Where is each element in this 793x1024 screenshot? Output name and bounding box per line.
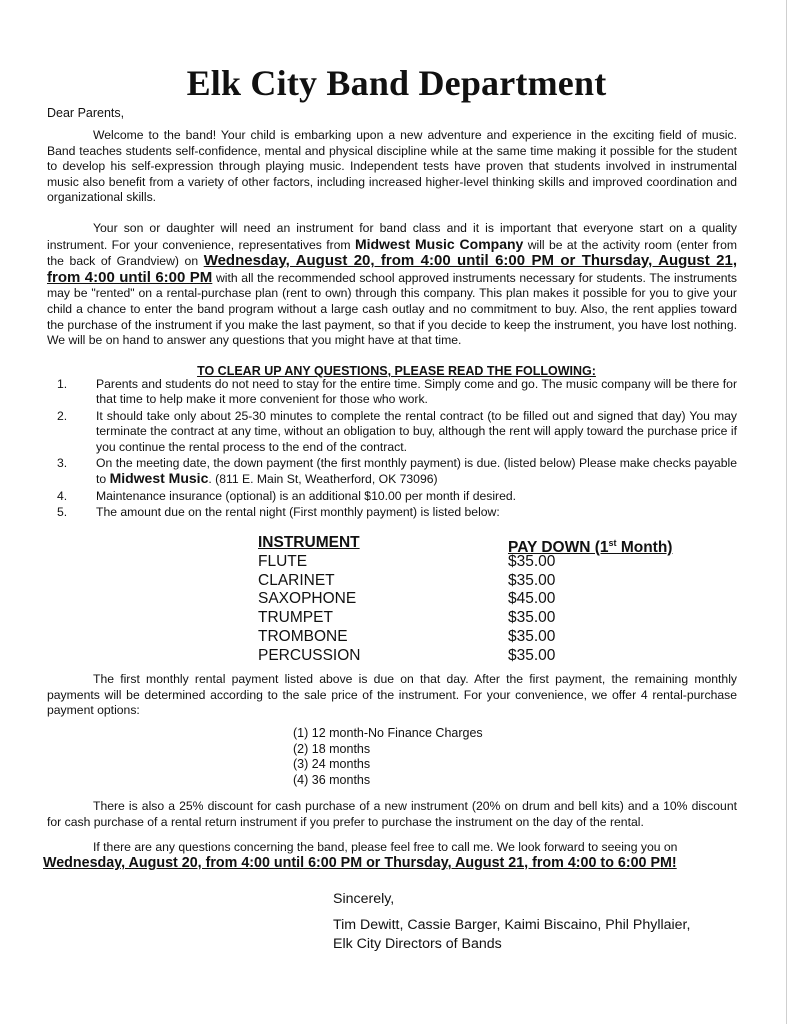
welcome-text: Welcome to the band! Your child is embarking upon a new adventure and experience in the exciting field of music. Band teaches students self-confidence, mental and physical discipline while at the same time making it possible for the student to develop his self-expression through playing music. Independent tests have proven that students involved in instrumental music also benefit from a variety of other factors, including increased higher-level thinking skills and improved coordination and organizational skills. (47, 128, 737, 205)
signature-block (333, 890, 690, 954)
pricing-table (258, 534, 688, 666)
list-item: 2. It should take only about 25-30 minutes to complete the rental contract (to be filled out and signed that day) You may terminate the contract at any time, without an obligation to buy, although the rent will apply toward the purchase price if you continue the rental process to the end of the contract. (57, 408, 737, 454)
table-row: TRUMPET $35.00 (258, 609, 556, 627)
list-item: (4) 36 months (293, 772, 371, 787)
list-item: 1. Parents and students do not need to stay for the entire time. Simply come and go. The music company will be there for that time to help make it more convenient for those who work. (57, 377, 737, 407)
contact-paragraph: If there are any questions concerning the band, please feel free to call me. We look forward to seeing you on (93, 840, 678, 854)
list-item: 5. The amount due on the rental night (First monthly payment) is listed below: (57, 505, 500, 520)
questions-heading: TO CLEAR UP ANY QUESTIONS, PLEASE READ THE FOLLOWING: (197, 364, 596, 378)
list-item: (3) 24 months (293, 757, 371, 772)
payment-paragraph: The first monthly rental payment listed above is due on that day. After the first payment, the remaining monthly payments will be determined according to the sale price of the instrument. For your convenience, we offer 4 rental-purchase payment options: (47, 672, 737, 718)
table-row: FLUTE $35.00 (258, 552, 556, 570)
questions-list (47, 377, 737, 522)
list-item: (1) 12 month-No Finance Charges (293, 726, 483, 740)
table-row: PERCUSSION $35.00 (258, 646, 556, 664)
director-names: Tim Dewitt, Cassie Barger, Kaimi Biscaino, Phil Phyllaier, (333, 917, 691, 933)
table-header-row (258, 534, 688, 557)
sign-off: Sincerely, (333, 891, 395, 907)
welcome-paragraph (47, 128, 737, 206)
page-edge-line (786, 0, 787, 1024)
list-item: (2) 18 months (293, 741, 371, 756)
list-item: 4. Maintenance insurance (optional) is an additional $10.00 per month if desired. (57, 488, 517, 503)
director-role: Elk City Directors of Bands (333, 936, 502, 952)
table-row: CLARINET $35.00 (258, 571, 556, 589)
page-title: Elk City Band Department (186, 63, 607, 103)
closing-dates: Wednesday, August 20, from 4:00 until 6:00 PM or Thursday, August 21, from 4:00 to 6:00 PM! (43, 855, 677, 871)
discount-paragraph: There is also a 25% discount for cash purchase of a new instrument (20% on drum and bell kits) and a 10% discount for cash purchase of a rental return instrument if you prefer to purchase the instrument on the day of the rental. (47, 799, 737, 829)
table-row: TROMBONE $35.00 (258, 627, 556, 645)
payment-options (293, 726, 483, 788)
payee-name: Midwest Music (109, 470, 209, 487)
company-name: Midwest Music Company (354, 235, 524, 252)
paydown-column-header: PAY DOWN (1st Month) (508, 538, 673, 557)
instrument-column-header: INSTRUMENT (258, 534, 360, 551)
table-row: SAXOPHONE $45.00 (258, 590, 556, 608)
instrument-text-b: will be at the activity room (enter from the back of Grandview) on (47, 237, 737, 269)
list-item: 3. On the meeting date, the down payment (the first monthly payment) is due. (listed below) Please make checks payable to Midwest Music. (811 E. Main St, Weatherford, OK 73096) (57, 456, 737, 487)
instrument-text-a: Your son or daughter will need an instrument for band class and it is important that everyone start on a quality instrument. For your convenience, representatives from (47, 221, 737, 252)
instrument-paragraph (47, 221, 737, 349)
rental-dates: Wednesday, August 20, from 4:00 until 6:00 PM or Thursday, August 21, from 4:00 until 6:00 PM (47, 252, 737, 286)
instrument-text-c: with all the recommended school approved instruments necessary for students. The instruments may be "rented" on a rental-purchase plan (rent to own) through this company. This plan makes it possible for you to give your child a chance to enter the band program without a large cash outlay and no commitment to buy. Also, the rent applies toward the purchase of the instrument if you make the last payment, so that if you decide to keep the instrument, you have lost nothing. We will be on hand to answer any questions that you might have at that time. (47, 270, 738, 348)
salutation: Dear Parents, (47, 106, 125, 120)
